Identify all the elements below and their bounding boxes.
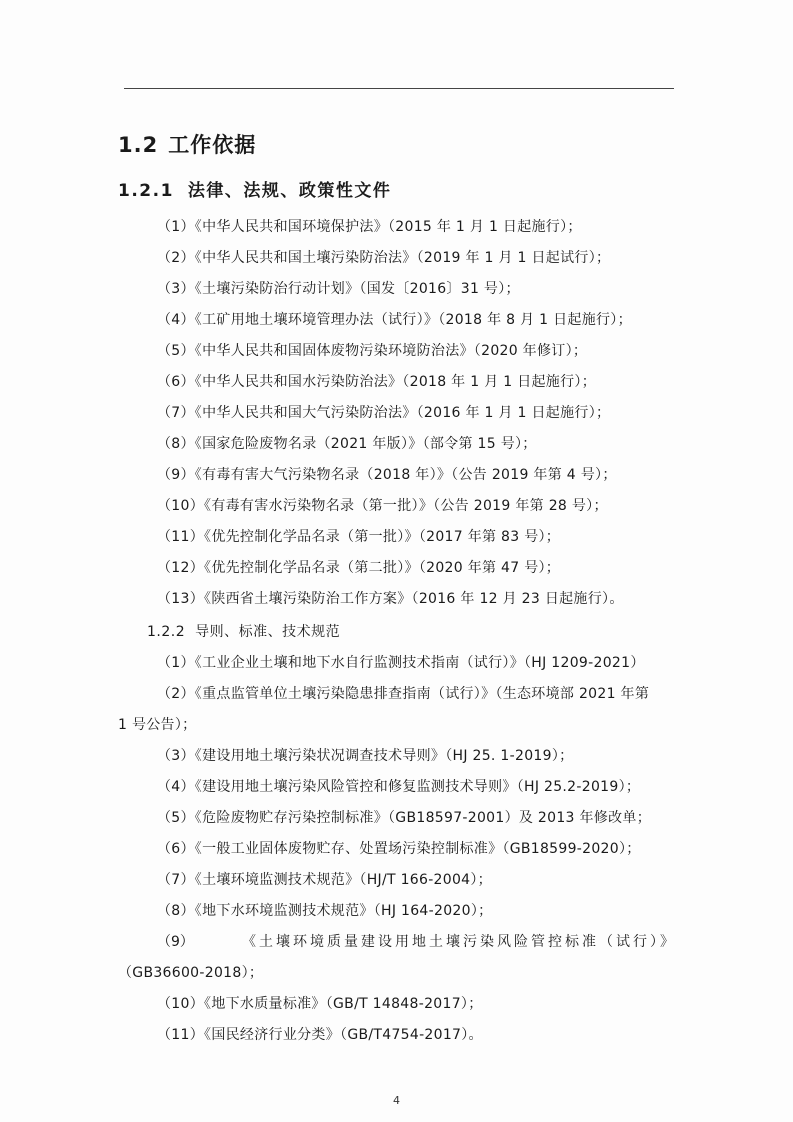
section-title: 工作依据 <box>168 133 257 157</box>
list-item: （5）《危险废物贮存污染控制标准》（GB18597-2001）及 2013 年修改单； <box>157 810 652 826</box>
list-item: （11）《国民经济行业分类》（GB/T4754-2017）。 <box>157 1027 483 1043</box>
list-item: （9）《有毒有害大气污染物名录（2018 年）》（公告 2019 年第 4 号）； <box>157 467 617 483</box>
section-number: 1.2 <box>118 133 159 157</box>
subsection-title: 法律、法规、政策性文件 <box>187 181 392 201</box>
list-item: （2）《重点监管单位土壤污染隐患排查指南（试行）》（生态环境部 2021 年第 <box>157 686 650 702</box>
page-number: 4 <box>393 1094 400 1107</box>
list-item: （6）《中华人民共和国水污染防治法》（2018 年 1 月 1 日起施行）； <box>157 374 596 390</box>
list-item: （6）《一般工业固体废物贮存、处置场污染控制标准》（GB18599-2020）； <box>157 841 641 857</box>
list-item: （5）《中华人民共和国固体废物污染环境防治法》（2020 年修订）； <box>157 343 588 359</box>
subsection-title: 导则、标准、技术规范 <box>195 624 341 640</box>
list-item: （8）《地下水环境监测技术规范》（HJ 164-2020）； <box>157 903 493 919</box>
list-item: （11）《优先控制化学品名录（第一批）》（2017 年第 83 号）； <box>157 529 561 545</box>
list-item-continuation: （GB36600-2018）； <box>118 965 264 981</box>
list-item-title: 《土壤环境质量建设用地土壤污染风险管控标准（试行）》 <box>242 934 677 950</box>
list-item: （10）《有毒有害水污染物名录（第一批）》（公告 2019 年第 28 号）； <box>157 498 608 514</box>
subsection-number: 1.2.1 <box>118 181 174 201</box>
list-item: （12）《优先控制化学品名录（第二批）》（2020 年第 47 号）； <box>157 560 561 576</box>
list-item: （4）《工矿用地土壤环境管理办法（试行）》（2018 年 8 月 1 日起施行）； <box>157 312 632 328</box>
list-item-continuation: 1 号公告）； <box>118 717 197 733</box>
list-item: （7）《中华人民共和国大气污染防治法》（2016 年 1 月 1 日起施行）； <box>157 405 611 421</box>
list-item-number: （9） <box>157 934 194 950</box>
list-item: （2）《中华人民共和国土壤污染防治法》（2019 年 1 月 1 日起试行）； <box>157 250 611 266</box>
list-item: （3）《土壤污染防治行动计划》（国发〔2016〕31 号）； <box>157 281 520 297</box>
list-item: （10）《地下水质量标准》（GB/T 14848-2017）； <box>157 996 483 1012</box>
list-item: （8）《国家危险废物名录（2021 年版）》（部令第 15 号）； <box>157 436 537 452</box>
list-item: （4）《建设用地土壤污染风险管控和修复监测技术导则》（HJ 25.2-2019）； <box>157 779 641 795</box>
list-item: （1）《工业企业土壤和地下水自行监测技术指南（试行）》（HJ 1209-2021） <box>157 655 645 671</box>
list-item: （1）《中华人民共和国环境保护法》（2015 年 1 月 1 日起施行）； <box>157 219 582 235</box>
subsection-number: 1.2.2 <box>147 624 186 640</box>
list-item: （7）《土壤环境监测技术规范》（HJ/T 166-2004）； <box>157 872 492 888</box>
list-item: （3）《建设用地土壤污染状况调查技术导则》（HJ 25. 1-2019）； <box>157 748 574 764</box>
list-item: （13）《陕西省土壤污染防治工作方案》（2016 年 12 月 23 日起施行）。 <box>157 591 624 607</box>
list-item-justified <box>157 932 677 952</box>
